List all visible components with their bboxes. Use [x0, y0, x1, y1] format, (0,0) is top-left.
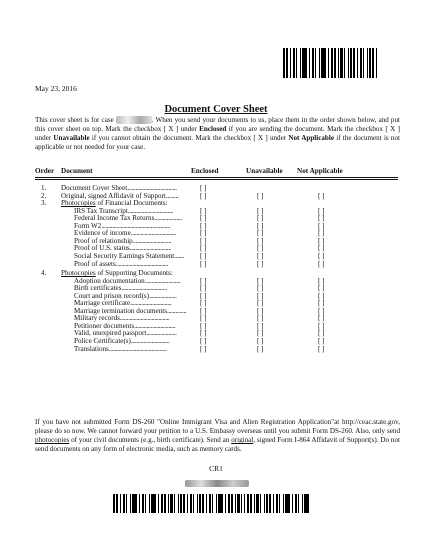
enclosed-checkbox[interactable]: [ ]: [200, 306, 207, 315]
row-label: Petitioner documents..............................: [74, 321, 176, 330]
footer-text: , signed Form I-864 Affidavit of Support(s). Do not send documents on any form of electronic media, such as memory cards.: [35, 436, 400, 454]
intro-text: This cover sheet is for case: [35, 116, 116, 124]
unavailable-checkbox[interactable]: [ ]: [257, 214, 264, 223]
enclosed-checkbox[interactable]: [ ]: [200, 236, 207, 245]
not-applicable-checkbox[interactable]: [ ]: [318, 229, 325, 238]
not-applicable-checkbox[interactable]: [ ]: [318, 337, 325, 345]
row-label: Original, signed Affidavit of Support.........: [61, 191, 179, 200]
not-applicable-checkbox[interactable]: [ ]: [318, 299, 325, 308]
intro-text: . When you send your documents to us, place them in the order shown below, and put this cover sheet on top. Mark the checkbox [ X ] under: [35, 116, 400, 134]
not-applicable-checkbox[interactable]: [ ]: [318, 221, 325, 230]
row-label: Social Security Earnings Statement.......: [74, 251, 184, 260]
not-applicable-checkbox[interactable]: [ ]: [318, 191, 325, 200]
row-label: Evidence of income.................................: [74, 229, 177, 238]
enclosed-checkbox[interactable]: [ ]: [200, 329, 207, 338]
not-applicable-checkbox[interactable]: [ ]: [318, 306, 325, 315]
intro-enclosed: Enclosed: [199, 125, 227, 134]
header-divider: [35, 177, 398, 178]
column-header-enclosed: Enclosed: [191, 167, 219, 175]
unavailable-checkbox[interactable]: [ ]: [257, 221, 264, 230]
not-applicable-checkbox[interactable]: [ ]: [318, 321, 325, 330]
row-label: Valid, unexpired passport......................: [74, 329, 177, 338]
row-label: Military records....................................: [74, 314, 170, 323]
not-applicable-checkbox[interactable]: [ ]: [318, 329, 325, 338]
document-date: May 23, 2016: [35, 84, 77, 93]
enclosed-checkbox[interactable]: [ ]: [200, 244, 207, 253]
row-label: Form W2..................................................: [74, 221, 170, 230]
visa-category-code: CR1: [209, 464, 223, 473]
row-label: Court and prison record(s)....................: [74, 291, 177, 300]
column-header-order: Order: [35, 167, 55, 175]
enclosed-checkbox[interactable]: [ ]: [200, 221, 207, 230]
unavailable-checkbox[interactable]: [ ]: [257, 251, 264, 260]
enclosed-checkbox[interactable]: [ ]: [200, 276, 207, 285]
unavailable-checkbox[interactable]: [ ]: [257, 236, 264, 245]
barcode-top: [283, 48, 382, 78]
not-applicable-checkbox[interactable]: [ ]: [318, 214, 325, 223]
unavailable-checkbox[interactable]: [ ]: [257, 259, 264, 268]
column-header-document: Document: [61, 167, 93, 175]
row-label: Birth certificates.................................: [74, 284, 167, 293]
row-label: Proof of assets......................................: [74, 259, 168, 268]
row-number: 4.: [41, 269, 47, 278]
page-title: Document Cover Sheet: [164, 104, 268, 115]
not-applicable-checkbox[interactable]: [ ]: [318, 206, 325, 215]
column-header-unavailable: Unavailable: [246, 167, 283, 175]
footer-original: original: [231, 436, 254, 445]
footer-paragraph: [35, 418, 400, 454]
row-number: 1.: [41, 184, 47, 192]
not-applicable-checkbox[interactable]: [ ]: [318, 344, 325, 353]
unavailable-checkbox[interactable]: [ ]: [257, 206, 264, 215]
not-applicable-checkbox[interactable]: [ ]: [318, 284, 325, 293]
row-label: Proof of U.S. status..............................: [74, 244, 171, 253]
enclosed-checkbox[interactable]: [ ]: [200, 344, 207, 353]
enclosed-checkbox[interactable]: [ ]: [200, 284, 207, 293]
row-label: Marriage certificate..............................: [74, 299, 172, 308]
unavailable-checkbox[interactable]: [ ]: [257, 299, 264, 308]
footer-text: If you have not submitted Form DS-260 "Online Immigrant Visa and Alien Registration Application"at http://ceac.state.gov, please do so now. We cannot forward your petition to a U.S. Embassy overseas until you submit Form DS-260. Also, only send: [35, 418, 400, 436]
unavailable-checkbox[interactable]: [ ]: [257, 306, 264, 315]
not-applicable-checkbox[interactable]: [ ]: [318, 291, 325, 300]
barcode-bottom: [113, 494, 319, 513]
row-label: Marriage termination documents..............: [74, 306, 187, 315]
unavailable-checkbox[interactable]: [ ]: [257, 244, 264, 253]
row-label: Translations..........................................: [74, 344, 167, 353]
header-divider: [35, 179, 398, 180]
not-applicable-checkbox[interactable]: [ ]: [318, 259, 325, 268]
unavailable-checkbox[interactable]: [ ]: [257, 291, 264, 300]
enclosed-checkbox[interactable]: [ ]: [200, 321, 207, 330]
unavailable-checkbox[interactable]: [ ]: [257, 284, 264, 293]
not-applicable-checkbox[interactable]: [ ]: [318, 244, 325, 253]
enclosed-checkbox[interactable]: [ ]: [200, 337, 207, 345]
redacted-case-number: [116, 116, 152, 124]
unavailable-checkbox[interactable]: [ ]: [257, 191, 264, 200]
enclosed-checkbox[interactable]: [ ]: [200, 184, 207, 192]
not-applicable-checkbox[interactable]: [ ]: [318, 236, 325, 245]
enclosed-checkbox[interactable]: [ ]: [200, 214, 207, 223]
enclosed-checkbox[interactable]: [ ]: [200, 229, 207, 238]
row-label: Adoption documentation..........................: [74, 276, 181, 285]
unavailable-checkbox[interactable]: [ ]: [257, 344, 264, 353]
intro-unavailable: Unavailable: [53, 134, 90, 143]
unavailable-checkbox[interactable]: [ ]: [257, 229, 264, 238]
unavailable-checkbox[interactable]: [ ]: [257, 314, 264, 323]
intro-text: if you cannot obtain the document. Mark the checkbox [ X ] under: [89, 134, 289, 143]
column-header-not-applicable: Not Applicable: [297, 167, 343, 175]
row-label: Photocopies of Supporting Documents:: [61, 269, 173, 278]
not-applicable-checkbox[interactable]: [ ]: [318, 314, 325, 323]
enclosed-checkbox[interactable]: [ ]: [200, 291, 207, 300]
row-label: Police Certificate(s)............................: [74, 337, 170, 345]
enclosed-checkbox[interactable]: [ ]: [200, 206, 207, 215]
enclosed-checkbox[interactable]: [ ]: [200, 314, 207, 323]
row-number: 2.: [41, 191, 47, 200]
unavailable-checkbox[interactable]: [ ]: [257, 337, 264, 345]
enclosed-checkbox[interactable]: [ ]: [200, 299, 207, 308]
row-label: IRS Tax Transcript.................................: [74, 206, 174, 215]
row-label: Federal Income Tax Returns....................: [74, 214, 182, 223]
unavailable-checkbox[interactable]: [ ]: [257, 329, 264, 338]
intro-text: if you are sending the document. Mark the checkbox [ X ] under: [35, 125, 400, 143]
not-applicable-checkbox[interactable]: [ ]: [318, 251, 325, 260]
unavailable-checkbox[interactable]: [ ]: [257, 276, 264, 285]
row-label: Photocopies of Financial Documents:: [61, 199, 168, 208]
footer-text: of your civil documents (e.g., birth certificate). Send an: [69, 436, 232, 445]
enclosed-checkbox[interactable]: [ ]: [200, 259, 207, 268]
footer-photocopies: photocopies: [35, 436, 70, 445]
row-label: Document Cover Sheet....................................: [61, 184, 177, 192]
intro-paragraph: [35, 116, 400, 152]
enclosed-checkbox[interactable]: [ ]: [200, 191, 207, 200]
unavailable-checkbox[interactable]: [ ]: [257, 321, 264, 330]
row-number: 3.: [41, 199, 47, 208]
redacted-barcode-label: [185, 480, 249, 487]
enclosed-checkbox[interactable]: [ ]: [200, 251, 207, 260]
row-label: Proof of relationship............................: [74, 236, 172, 245]
intro-not-applicable: Not Applicable: [288, 134, 334, 143]
not-applicable-checkbox[interactable]: [ ]: [318, 276, 325, 285]
intro-text: if the document is not applicable or not needed for your case.: [35, 134, 400, 152]
